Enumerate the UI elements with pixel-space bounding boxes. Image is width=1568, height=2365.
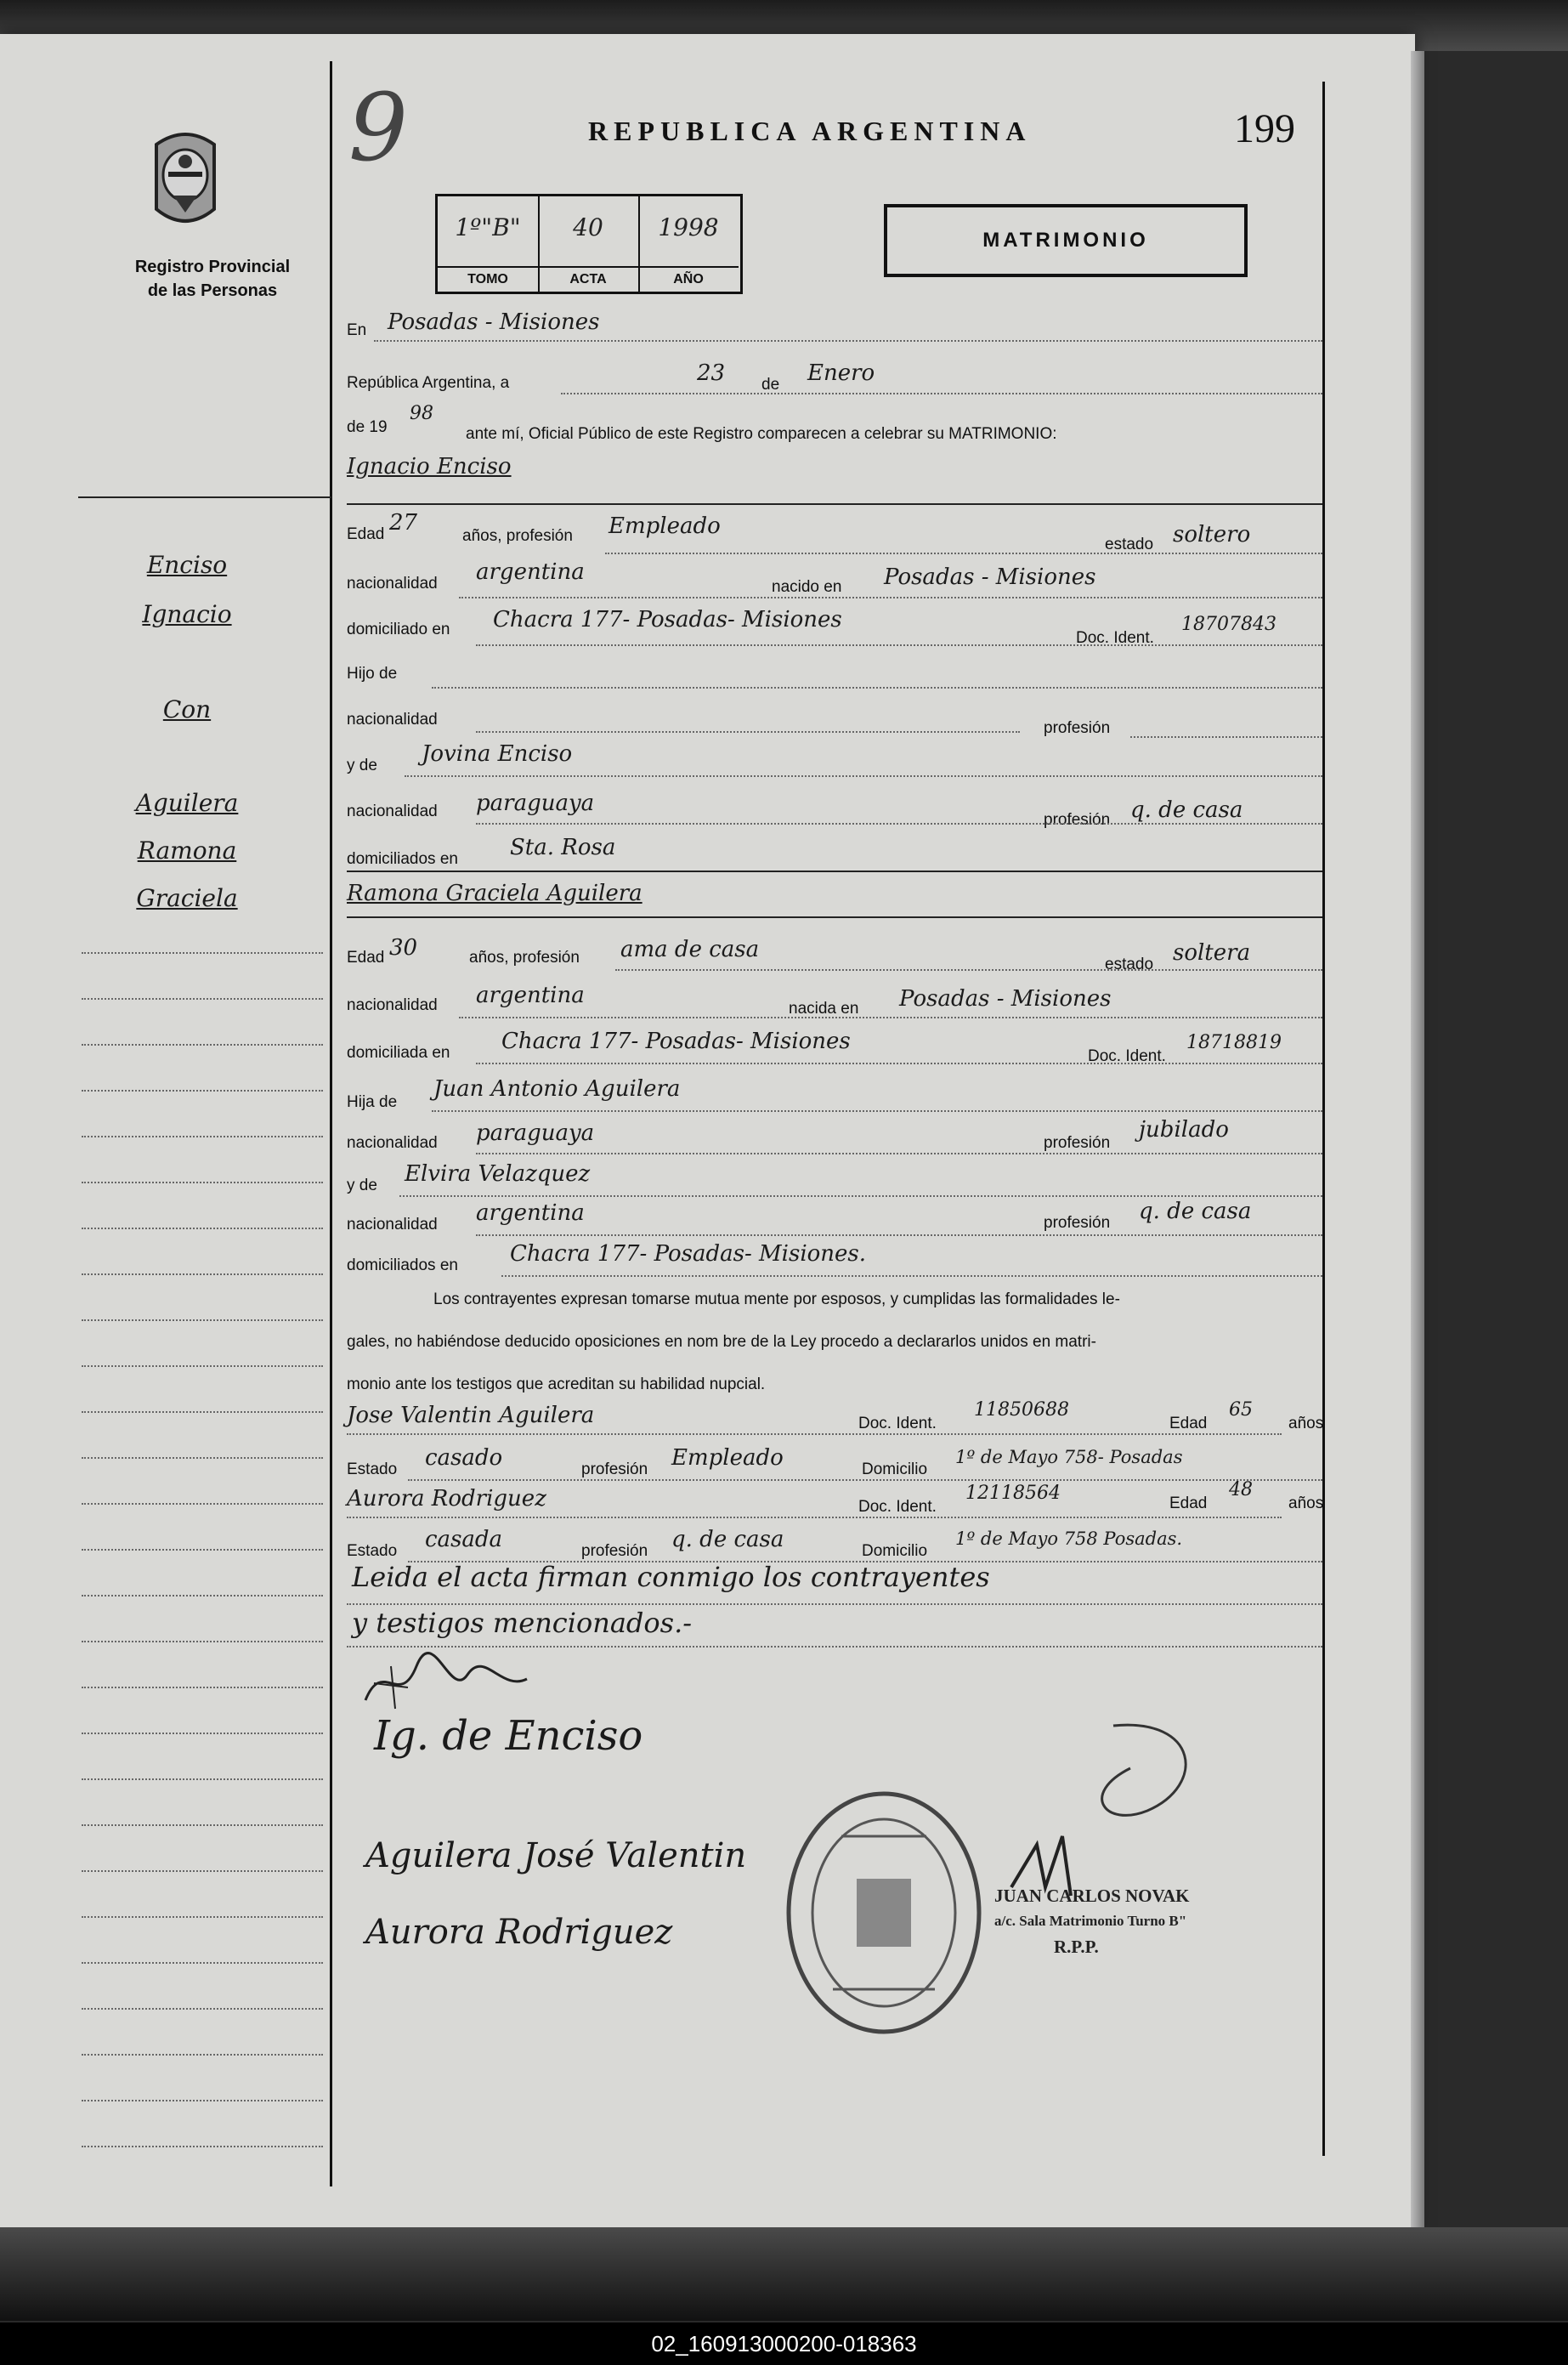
margin-ruled-line (82, 1411, 323, 1413)
witness1-profession: Empleado (671, 1445, 784, 1471)
margin-ruled-line (82, 2054, 323, 2056)
tomo-acta-anio-box (435, 194, 743, 294)
year-prefix: de 19 (347, 418, 388, 436)
margin-ruled-line (82, 1641, 323, 1642)
bride-doc-label: Doc. Ident. (1088, 1047, 1166, 1065)
closing-rule-1 (347, 1603, 1322, 1605)
coat-of-arms-icon (150, 128, 221, 237)
groom-estado: soltero (1173, 522, 1251, 547)
margin-ruled-line (82, 1595, 323, 1597)
page-edge (1411, 51, 1424, 2227)
margin-ruled-line (82, 1962, 323, 1964)
margin-ruled-line (82, 1503, 323, 1505)
bride-mother-nat-label: nacionalidad (347, 1216, 438, 1234)
margin-ruled-line (82, 1090, 323, 1092)
tomo-value: 1º"B" (455, 213, 521, 241)
witness2-prof-label: profesión (581, 1542, 648, 1560)
bride-line-1 (615, 969, 1322, 971)
groom-edad-label: Edad (347, 525, 385, 543)
groom-line-3 (476, 644, 1322, 646)
margin-ruled-line (82, 1778, 323, 1780)
bride-estado: soltera (1173, 940, 1251, 966)
closing-rule-2 (347, 1646, 1322, 1648)
bride-father-nationality: paraguaya (476, 1120, 595, 1146)
groom-age: 27 (389, 510, 418, 536)
de-label: de (761, 376, 780, 394)
bride-line-7 (476, 1234, 1322, 1236)
margin-ruled-line (82, 1687, 323, 1688)
bride-age: 30 (389, 935, 418, 961)
month-value: Enero (807, 360, 875, 386)
margin-ruled-line (82, 1549, 323, 1551)
margin-ruled-line (82, 952, 323, 954)
groom-estado-label: estado (1105, 536, 1154, 553)
acta-value: 40 (573, 213, 603, 241)
acta-label: ACTA (538, 266, 638, 292)
bride-line-5 (476, 1153, 1322, 1154)
bride-address: Chacra 177- Posadas- Misiones (501, 1029, 851, 1054)
bride-nationality: argentina (476, 983, 585, 1008)
witness2-signature: Aurora Rodriguez (365, 1913, 673, 1952)
margin-ruled-line (82, 1916, 323, 1918)
margin-ruled-line (82, 2008, 323, 2010)
witness2-age: 48 (1229, 1479, 1253, 1500)
official-block (994, 1883, 1189, 1959)
groom-hijo-label: Hijo de (347, 665, 398, 683)
groom-signature-scribble (357, 1649, 544, 1721)
witness2-estado-label: Estado (347, 1542, 398, 1560)
groom-profession: Empleado (609, 513, 721, 539)
groom-name: Ignacio Enciso (347, 454, 512, 479)
margin-con: Con (162, 695, 212, 723)
groom-nacionalidad-label: nacionalidad (347, 575, 438, 593)
margin-mark: 9 (348, 73, 408, 182)
margin-divider-line (330, 61, 332, 2186)
bride-name: Ramona Graciela Aguilera (347, 881, 642, 906)
groom-line-6 (405, 775, 1322, 777)
witness2-dom-label: Domicilio (862, 1542, 928, 1560)
witness1-dom-label: Domicilio (862, 1460, 928, 1478)
margin-ruled-line (82, 1824, 323, 1826)
margin-ruled-line (82, 1273, 323, 1275)
en-label: En (347, 321, 367, 339)
declaration-line-2: gales, no habiéndose deducido oposiciones en nom bre de la Ley procedo a declararlos unidos en matri- (347, 1333, 1096, 1351)
margin-ruled-line (82, 1182, 323, 1183)
anio-cell (638, 196, 739, 292)
bride-doc: 18718819 (1186, 1032, 1282, 1053)
witness1-anios-label: años (1288, 1415, 1324, 1432)
place-value: Posadas - Misiones (388, 309, 600, 335)
anio-value: 1998 (658, 213, 719, 241)
bride-mother: Elvira Velazquez (405, 1161, 591, 1187)
year-suffix: 98 (410, 403, 433, 424)
groom-doc: 18707843 (1181, 614, 1276, 635)
bride-y-de-label: y de (347, 1177, 377, 1194)
registry-name (102, 255, 323, 303)
groom-y-de-label: y de (347, 757, 377, 774)
groom-address: Chacra 177- Posadas- Misiones (493, 607, 842, 632)
margin-middlename-bride: Graciela (136, 884, 238, 912)
bride-father: Juan Antonio Aguilera (433, 1076, 681, 1102)
witness2-doc-label: Doc. Ident. (858, 1498, 937, 1516)
witness1-line-2 (408, 1479, 1322, 1481)
bride-estado-label: estado (1105, 956, 1154, 973)
groom-parents-rule (347, 871, 1322, 872)
margin-ruled-line (82, 1319, 323, 1321)
witness2-line-1 (347, 1517, 1282, 1518)
groom-doc-label: Doc. Ident. (1076, 629, 1154, 647)
groom-line-2 (459, 597, 1322, 598)
witness1-line-1 (347, 1433, 1282, 1435)
groom-father-prof-label: profesión (1044, 719, 1111, 737)
margin-surname-groom: Enciso (146, 551, 228, 579)
record-type-box: MATRIMONIO (884, 204, 1248, 277)
bride-edad-label: Edad (347, 949, 385, 967)
margin-ruled-line (82, 2100, 323, 2101)
groom-line-7 (476, 823, 1322, 825)
closing-line-2: y testigos mencionados.- (352, 1607, 693, 1639)
witness2-profession: q. de casa (671, 1527, 784, 1552)
bride-section-rule (347, 916, 1322, 918)
acta-cell (538, 196, 640, 292)
bride-hija-label: Hija de (347, 1093, 398, 1111)
witness1-name: Jose Valentin Aguilera (347, 1403, 595, 1428)
margin-firstname-bride: Ramona (137, 837, 237, 865)
groom-section-rule (347, 503, 1322, 505)
bride-line-6 (399, 1195, 1322, 1197)
witness1-age: 65 (1229, 1399, 1253, 1421)
bride-nacida-label: nacida en (789, 1000, 859, 1018)
witness2-address: 1º de Mayo 758 Posadas. (955, 1528, 1183, 1549)
groom-nationality: argentina (476, 559, 585, 585)
witness2-edad-label: Edad (1169, 1494, 1208, 1512)
registry-line-2: de las Personas (147, 281, 278, 300)
groom-birthplace: Posadas - Misiones (884, 564, 1096, 590)
witness2-estado: casada (425, 1527, 503, 1552)
official-name: JUAN CARLOS NOVAK (994, 1886, 1190, 1906)
margin-ruled-line (82, 1870, 323, 1872)
bride-father-profession: jubilado (1139, 1117, 1229, 1143)
closing-line-1: Leida el acta firman conmigo los contrayentes (352, 1561, 990, 1593)
right-border-line (1322, 82, 1325, 2156)
bride-domiciliados-label: domiciliados en (347, 1256, 458, 1274)
witness1-doc-label: Doc. Ident. (858, 1415, 937, 1432)
bride-mother-profession: q. de casa (1139, 1199, 1252, 1224)
witness1-signature: Aguilera José Valentin (365, 1836, 747, 1875)
witness1-edad-label: Edad (1169, 1415, 1208, 1432)
bride-nacionalidad-label: nacionalidad (347, 996, 438, 1014)
groom-line-5a (476, 731, 1020, 733)
groom-father-nat-label: nacionalidad (347, 711, 438, 729)
margin-ruled-line (82, 1733, 323, 1734)
place-line (374, 340, 1322, 342)
groom-line-4 (432, 687, 1322, 689)
anio-label: AÑO (638, 266, 739, 292)
bride-mother-prof-label: profesión (1044, 1214, 1111, 1232)
witness1-prof-label: profesión (581, 1460, 648, 1478)
bride-profession: ama de casa (620, 937, 760, 962)
groom-mother-prof-label: profesión (1044, 811, 1111, 829)
groom-parents-address: Sta. Rosa (510, 835, 616, 860)
margin-ruled-line (82, 1228, 323, 1229)
republica-label: República Argentina, a (347, 374, 510, 392)
witness2-doc: 12118564 (965, 1483, 1061, 1504)
witness1-estado-label: Estado (347, 1460, 398, 1478)
bride-line-4 (432, 1110, 1322, 1112)
registry-line-1: Registro Provincial (134, 258, 291, 276)
bride-father-prof-label: profesión (1044, 1134, 1111, 1152)
page-number: 199 (1234, 106, 1295, 151)
file-id-footer: 02_160913000200-018363 (0, 2322, 1568, 2365)
margin-ruled-line (82, 1136, 323, 1137)
margin-ruled-line (82, 1044, 323, 1046)
tomo-label: TOMO (438, 266, 538, 292)
country-title: REPUBLICA ARGENTINA (588, 116, 1032, 146)
margin-ruled-line (82, 1457, 323, 1459)
bride-domiciliada-label: domiciliada en (347, 1044, 450, 1062)
declaration-line-1: Los contrayentes expresan tomarse mutua mente por esposos, y cumplidas las formalidades le- (433, 1290, 1120, 1308)
groom-nacido-label: nacido en (772, 578, 842, 596)
day-value: 23 (697, 360, 726, 386)
groom-profesion-label: años, profesión (462, 527, 573, 545)
groom-mother: Jovina Enciso (422, 741, 573, 767)
official-office: R.P.P. (1054, 1937, 1099, 1957)
groom-signature: Ig. de Enciso (374, 1712, 643, 1760)
date-line (561, 393, 1322, 394)
official-role: a/c. Sala Matrimonio Turno B" (994, 1913, 1187, 1929)
bride-parents-address: Chacra 177- Posadas- Misiones. (510, 1241, 867, 1267)
groom-mother-nat-label: nacionalidad (347, 803, 438, 820)
groom-line-5b (1130, 736, 1322, 738)
declaration-line-3: monio ante los testigos que acreditan su habilidad nupcial. (347, 1375, 766, 1393)
groom-domiciliado-label: domiciliado en (347, 621, 450, 638)
margin-ruled-line (82, 2146, 323, 2147)
margin-rule-top (78, 496, 331, 498)
witness2-anios-label: años (1288, 1494, 1324, 1512)
margin-surname-bride: Aguilera (135, 789, 239, 817)
witness1-address: 1º de Mayo 758- Posadas (955, 1447, 1183, 1467)
ante-text: ante mí, Oficial Público de este Registro comparecen a celebrar su MATRIMONIO: (466, 425, 1057, 443)
margin-firstname-groom: Ignacio (142, 600, 232, 628)
bride-mother-nationality: argentina (476, 1200, 585, 1226)
groom-line-1 (605, 553, 1322, 554)
bride-line-8 (501, 1275, 1322, 1277)
bride-line-2 (459, 1017, 1322, 1018)
margin-ruled-line (82, 998, 323, 1000)
bride-birthplace: Posadas - Misiones (899, 986, 1112, 1012)
witness1-doc: 11850688 (974, 1399, 1069, 1421)
bride-line-3 (476, 1063, 1322, 1064)
scan-background-bottom (0, 2227, 1568, 2321)
groom-domiciliados-label: domiciliados en (347, 850, 458, 868)
groom-mother-profession: q. de casa (1130, 797, 1243, 823)
margin-ruled-line (82, 1365, 323, 1367)
bride-profesion-label: años, profesión (469, 949, 580, 967)
tomo-cell (438, 196, 540, 292)
groom-mother-nationality: paraguaya (476, 791, 595, 816)
official-seal-stamp (782, 1785, 986, 2045)
witness2-name: Aurora Rodriguez (347, 1486, 546, 1511)
witness1-estado: casado (425, 1445, 503, 1471)
bride-father-nat-label: nacionalidad (347, 1134, 438, 1152)
